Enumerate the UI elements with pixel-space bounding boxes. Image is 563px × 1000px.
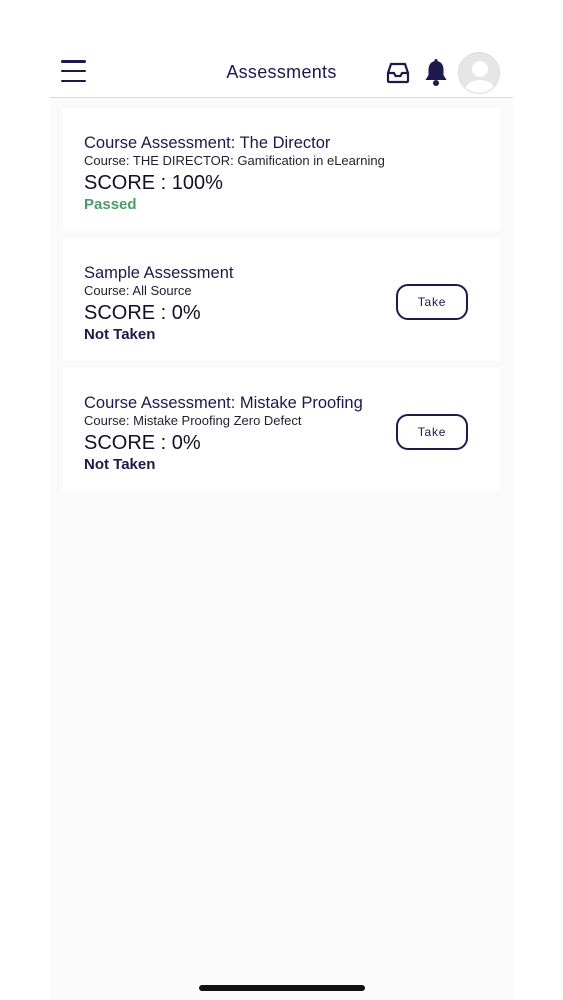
assessment-course: Course: THE DIRECTOR: Gamification in eLearning xyxy=(84,153,385,168)
assessment-score: SCORE : 0% xyxy=(84,432,201,454)
status-badge: Passed xyxy=(84,196,137,213)
assessment-course: Course: All Source xyxy=(84,283,192,298)
assessment-title: Course Assessment: Mistake Proofing xyxy=(84,394,363,412)
home-indicator[interactable] xyxy=(199,985,365,991)
assessment-card xyxy=(63,238,500,361)
take-assessment-button[interactable]: Take xyxy=(396,284,468,320)
user-avatar-icon[interactable] xyxy=(458,52,500,94)
assessment-list xyxy=(63,108,500,498)
take-assessment-button[interactable]: Take xyxy=(396,414,468,450)
assessment-card xyxy=(63,368,500,491)
status-badge: Not Taken xyxy=(84,456,156,473)
assessment-title: Course Assessment: The Director xyxy=(84,134,331,152)
assessment-course: Course: Mistake Proofing Zero Defect xyxy=(84,413,302,428)
bell-icon[interactable] xyxy=(423,59,449,87)
inbox-icon[interactable] xyxy=(386,61,410,85)
assessment-score: SCORE : 100% xyxy=(84,172,223,194)
assessment-card xyxy=(63,108,500,231)
app-header xyxy=(50,0,513,98)
page-title: Assessments xyxy=(226,62,337,82)
status-badge: Not Taken xyxy=(84,326,156,343)
assessment-title: Sample Assessment xyxy=(84,264,234,282)
assessment-score: SCORE : 0% xyxy=(84,302,201,324)
